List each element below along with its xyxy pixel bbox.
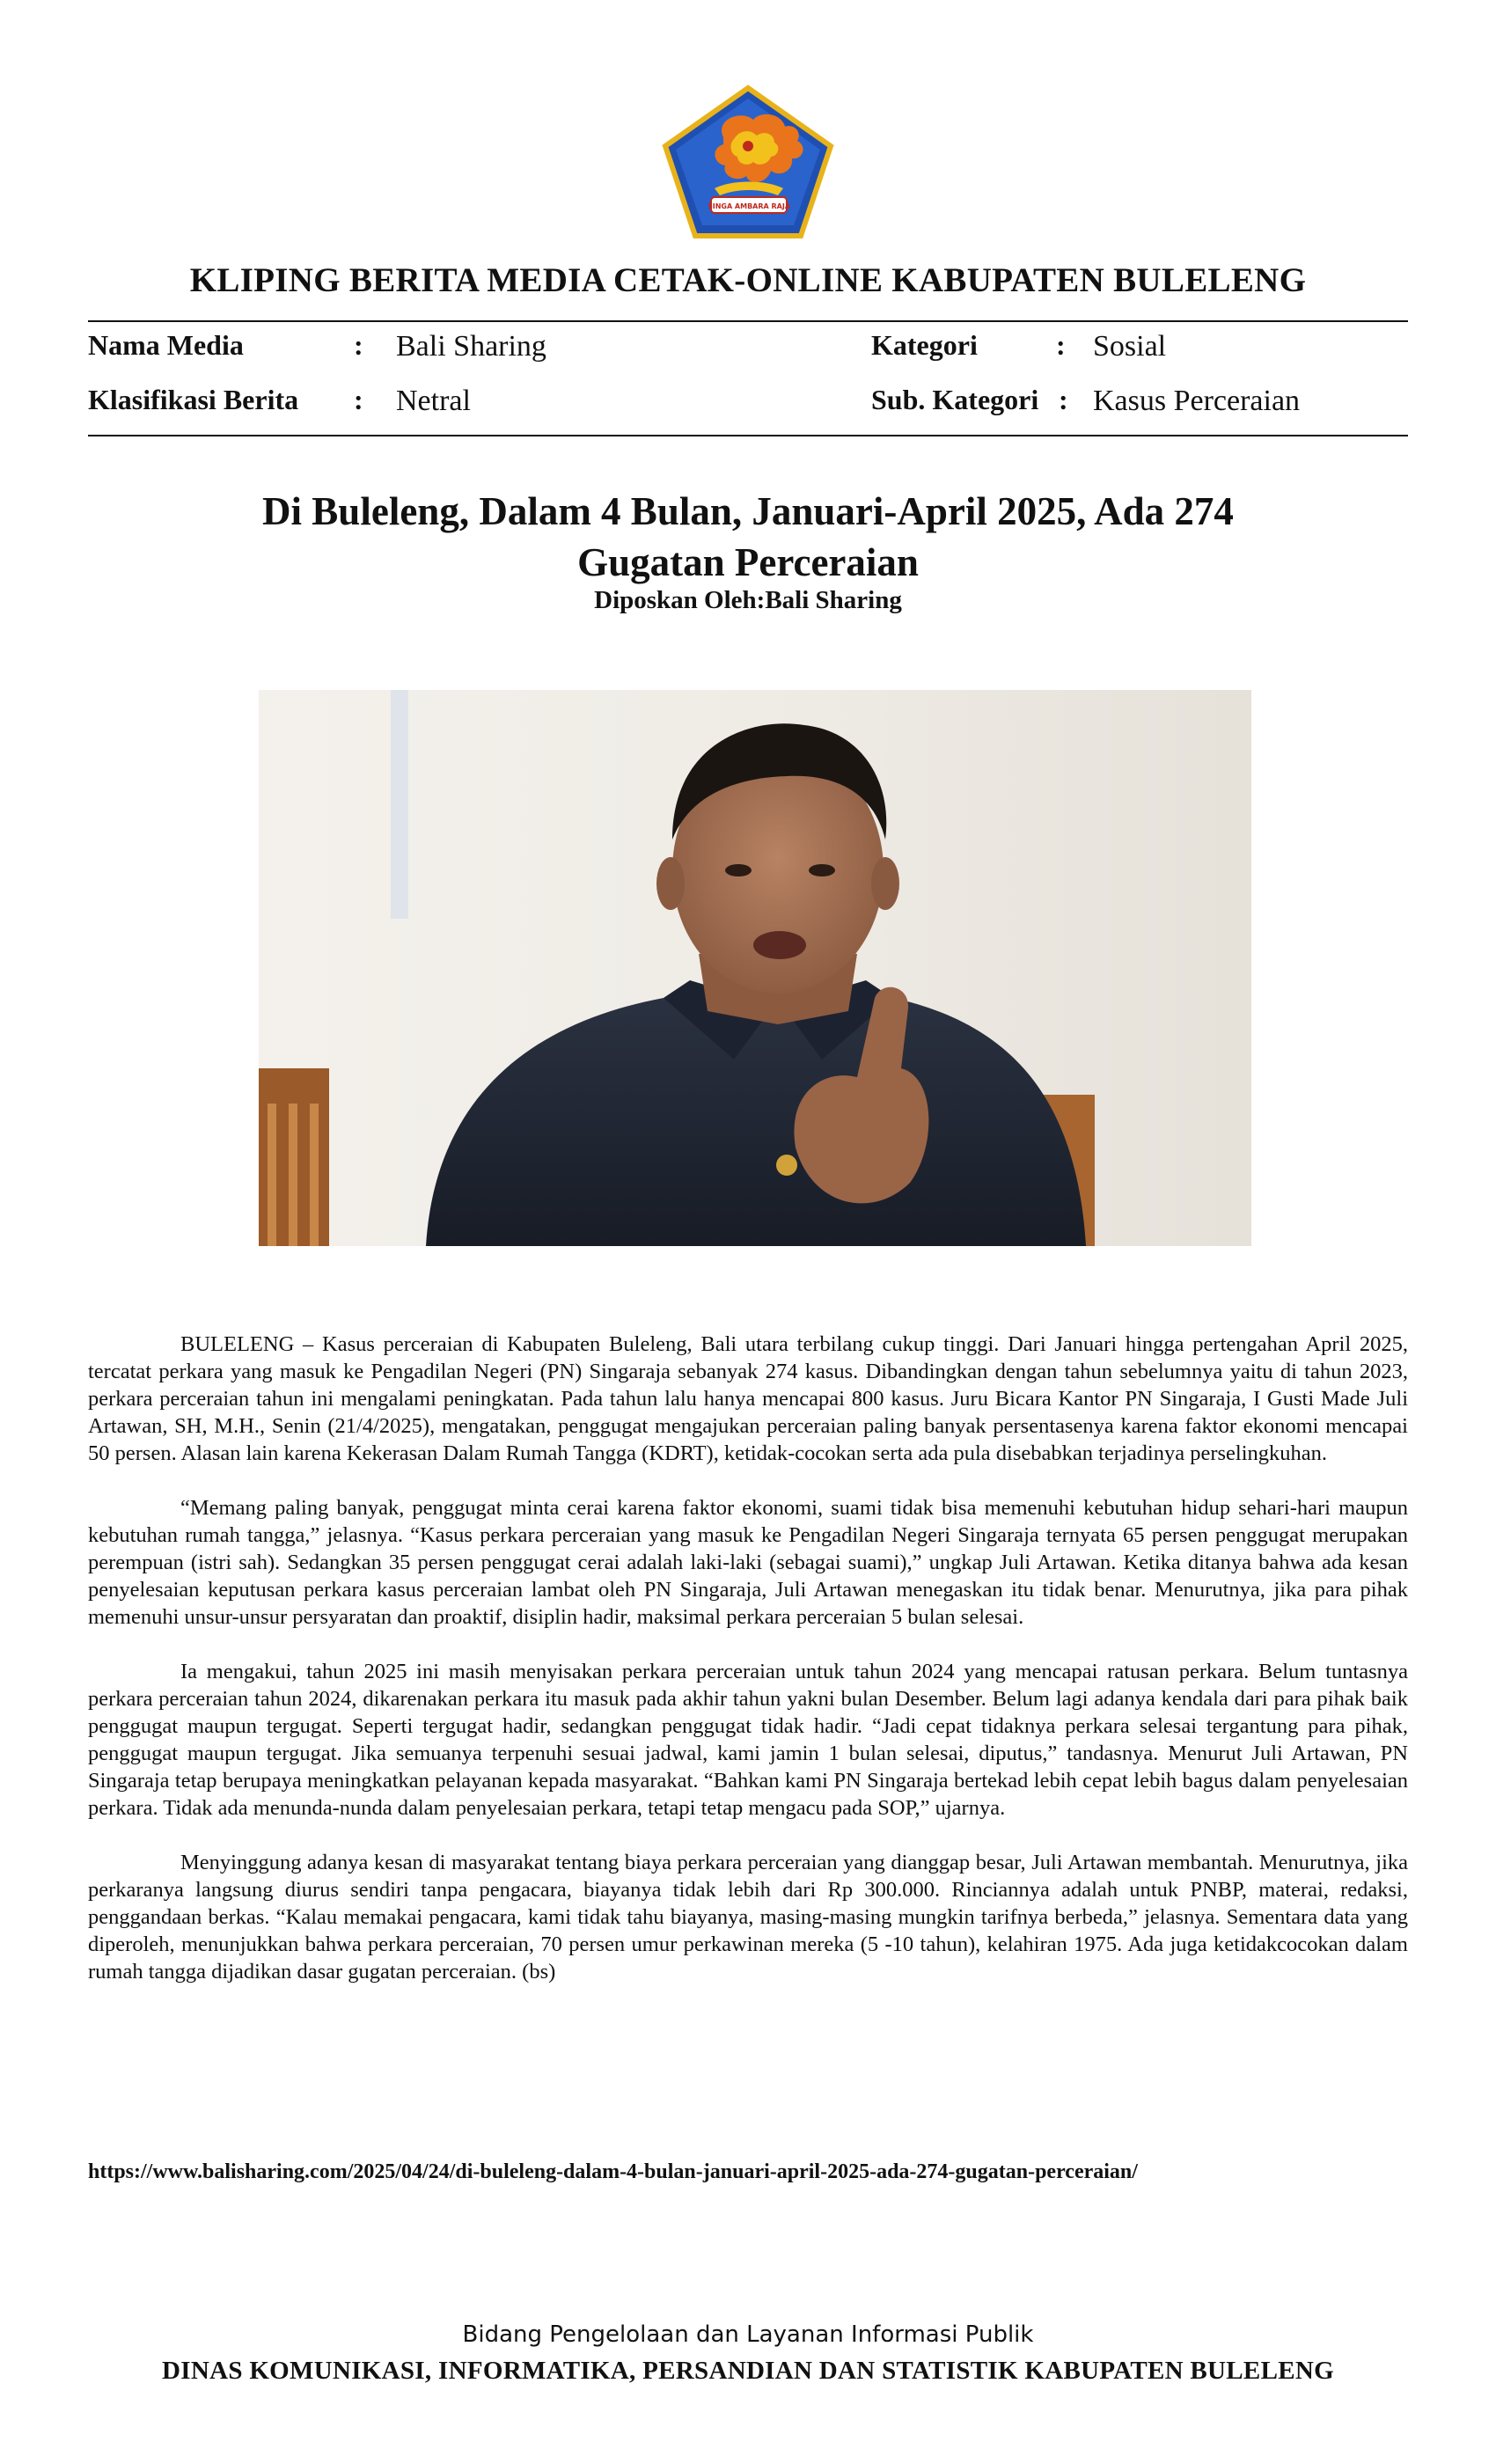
clipping-header-title: KLIPING BERITA MEDIA CETAK-ONLINE KABUPATEN BULELENG (189, 261, 1307, 299)
article-title-line2: Gugatan Perceraian (577, 540, 919, 584)
media-value: Bali Sharing (396, 330, 546, 363)
article-byline: Diposkan Oleh:Bali Sharing (594, 586, 902, 614)
header-divider-bottom (88, 435, 1408, 436)
footer-department: Bidang Pengelolaan dan Layanan Informasi Publik (462, 2321, 1034, 2348)
media-label: Nama Media (88, 329, 244, 361)
article-paragraph-4: Menyinggung adanya kesan di masyarakat tentang biaya perkara perceraian yang dianggap besar, Juli Artawan membantah. Menurutnya, jika perkaranya langsung diurus sendiri tanpa pengacara, biayanya tidak lebih dari Rp 300.000. Rinciannya adalah untuk PNBP, materai, redaksi, penggandaan berkas. “Kalau memakai pengacara, kami tidak tahu biayanya, masing-masing mungkin tarifnya berbeda,” jelasnya. Sementara data yang diperoleh, menunjukkan bahwa perkara perceraian, 70 persen umur perkawinan mereka (5 -10 tahun), kelahiran 1975. Ada juga ketidakcocokan dalam rumah tangga dijadikan dasar gugatan perceraian. (bs) (88, 1851, 1408, 1984)
article-paragraph-1: BULELENG – Kasus perceraian di Kabupaten Buleleng, Bali utara terbilang cukup tinggi. Dari Januari hingga pertengahan April 2025, tercatat perkara yang masuk ke Pengadilan Negeri (PN) Singaraja sebanyak 274 kasus. Dibandingkan dengan tahun sebelumnya yaitu di tahun 2023, perkara perceraian tahun ini mengalami peningkatan. Pada tahun lalu hanya mencapai 800 kasus. Juru Bicara Kantor PN Singaraja, I Gusti Made Juli Artawan, SH, M.H., Senin (21/4/2025), mengatakan, penggugat mengajukan perceraian paling banyak persentasenya karena faktor ekonomi mencapai 50 persen. Alasan lain karena Kekerasan Dalam Rumah Tangga (KDRT), ketidak-cocokan serta ada pula disebabkan terjadinya perselingkuhan. (88, 1332, 1408, 1465)
article-title-line1: Di Buleleng, Dalam 4 Bulan, Januari-April 2025, Ada 274 (262, 489, 1234, 533)
subcategory-value: Kasus Perceraian (1093, 385, 1301, 417)
logo-motto: SINGA AMBARA RAJA (707, 202, 791, 210)
buleleng-coat-of-arms-logo (662, 84, 834, 239)
category-value: Sosial (1093, 330, 1167, 363)
classification-colon: : (354, 384, 363, 415)
article-photo (259, 690, 1251, 1246)
article-paragraph-2: “Memang paling banyak, penggugat minta cerai karena faktor ekonomi, suami tidak bisa memenuhi kebutuhan hidup sehari-hari maupun kebutuhan rumah tangga,” jelasnya. “Kasus perkara perceraian yang masuk ke Pengadilan Negeri Singaraja ternyata 65 persen penggugat merupakan perempuan (istri sah). Sedangkan 35 persen penggugat cerai adalah laki-laki (sebagai suami),” ungkap Juli Artawan. Ketika ditanya bahwa ada kesan penyelesaian keputusan perkara kasus perceraian lambat oleh PN Singaraja, Juli Artawan menegaskan itu tidak benar. Menurutnya, jika para pihak memenuhi unsur-unsur persyaratan dan proaktif, disiplin hadir, maksimal perkara perceraian 5 bulan selesai. (88, 1496, 1408, 1629)
article-body (88, 1331, 1408, 2013)
source-url-link[interactable]: https://www.balisharing.com/2025/04/24/di-buleleng-dalam-4-bulan-januari-april-2025-ada-274-gugatan-perceraian/ (88, 2160, 1138, 2183)
footer-agency: DINAS KOMUNIKASI, INFORMATIKA, PERSANDIAN DAN STATISTIK KABUPATEN BULELENG (162, 2357, 1334, 2385)
classification-label: Klasifikasi Berita (88, 384, 299, 415)
subcategory-colon: : (1059, 384, 1068, 415)
category-colon: : (1056, 329, 1066, 361)
subcategory-label: Sub. Kategori (871, 384, 1039, 415)
media-colon: : (354, 329, 363, 361)
article-paragraph-3: Ia mengakui, tahun 2025 ini masih menyisakan perkara perceraian untuk tahun 2024 yang mencapai ratusan perkara. Belum tuntasnya perkara perceraian tahun 2024, dikarenakan perkara itu masuk pada akhir tahun yakni bulan Desember. Belum lagi adanya kendala dari para pihak baik penggugat maupun tergugat. Seperti tergugat hadir, sedangkan penggugat tidak hadir. “Jadi cepat tidaknya perkara selesai tergantung para pihak, penggugat maupun tergugat. Jika semuanya terpenuhi sesuai jadwal, kami jamin 1 bulan selesai, diputus,” tandasnya. Menurut Juli Artawan, PN Singaraja tetap berupaya meningkatkan pelayanan kepada masyarakat. “Bahkan kami PN Singaraja bertekad lebih cepat lebih bagus dalam penyelesaian perkara. Tidak ada menunda-nunda dalam penyelesaian perkara, tetapi tetap mengacu pada SOP,” ujarnya. (88, 1660, 1408, 1820)
article-title (132, 486, 1364, 588)
category-label: Kategori (871, 329, 978, 361)
classification-value: Netral (396, 385, 471, 417)
header-divider-top (88, 320, 1408, 322)
